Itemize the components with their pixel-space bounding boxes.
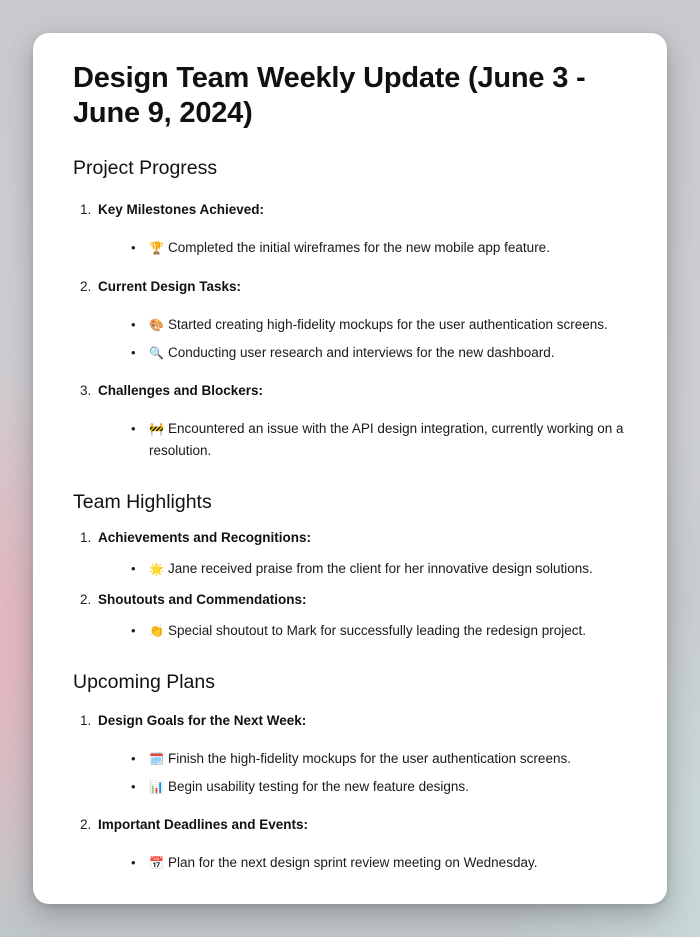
bullet-dot: • — [131, 779, 136, 794]
bullet-dot: • — [131, 345, 136, 360]
bullet-list — [98, 748, 639, 799]
bullet-text: Begin usability testing for the new feature designs. — [168, 779, 469, 794]
numbered-list — [73, 200, 639, 463]
bullet-list — [98, 620, 639, 643]
section-upcoming-plans — [73, 670, 639, 875]
bullet-item — [98, 776, 639, 799]
list-number: 2. — [80, 816, 92, 832]
list-item-label: Achievements and Recognitions: — [98, 529, 312, 545]
bullet-dot: • — [131, 750, 136, 766]
bullet-dot: • — [131, 623, 136, 638]
section-heading: Project Progress — [73, 157, 218, 179]
numbered-list — [73, 528, 639, 643]
list-number: 2. — [80, 592, 92, 607]
bullet-list — [98, 314, 639, 365]
list-item-label: Design Goals for the Next Week: — [98, 712, 307, 728]
bullet-dot: • — [131, 316, 136, 332]
list-item-label: Important Deadlines and Events: — [98, 816, 309, 832]
list-item — [73, 815, 639, 875]
bullet-dot: • — [131, 854, 136, 870]
list-item — [73, 277, 639, 365]
list-number: 1. — [80, 529, 92, 545]
bullet-dot: • — [131, 240, 136, 255]
bullet-item — [98, 418, 639, 463]
bullet-list — [98, 852, 639, 875]
calendar-icon: 📅 — [149, 855, 164, 870]
section-team-highlights — [73, 490, 639, 643]
list-item-label: Challenges and Blockers: — [98, 382, 264, 398]
bullet-item — [98, 748, 639, 771]
section-project-progress — [73, 156, 639, 463]
bar-chart-icon: 📊 — [149, 780, 164, 794]
list-item — [73, 200, 639, 260]
page-title: Design Team Weekly Update (June 3 - June 9, 2024) — [73, 62, 586, 129]
bullet-list — [98, 237, 639, 260]
magnifying-glass-icon: 🔍 — [149, 346, 164, 360]
bullet-text: Jane received praise from the client for her innovative design solutions. — [168, 560, 593, 576]
construction-icon: 🚧 — [149, 421, 164, 436]
list-number: 3. — [80, 382, 92, 398]
bullet-text: Finish the high-fidelity mockups for the user authentication screens. — [168, 750, 571, 766]
list-item-label: Current Design Tasks: — [98, 278, 242, 294]
document-card — [33, 33, 667, 904]
bullet-dot: • — [131, 560, 136, 576]
bullet-text: Encountered an issue with the API design integration, currently working on a resolution. — [149, 420, 624, 458]
bullet-item — [98, 342, 639, 365]
list-number: 1. — [80, 712, 92, 728]
bullet-text: Completed the initial wireframes for the new mobile app feature. — [168, 240, 550, 255]
list-number: 1. — [80, 202, 92, 217]
palette-icon: 🎨 — [149, 317, 164, 332]
list-item — [73, 711, 639, 799]
numbered-list — [73, 711, 639, 875]
list-item — [73, 528, 639, 581]
bullet-item — [98, 314, 639, 337]
bullet-text: Plan for the next design sprint review meeting on Wednesday. — [168, 854, 538, 870]
list-item-label: Shoutouts and Commendations: — [98, 592, 307, 607]
bullet-list — [98, 418, 639, 463]
bullet-item — [98, 620, 639, 643]
bullet-item — [98, 558, 639, 581]
section-heading: Team Highlights — [73, 490, 212, 513]
list-item-label: Key Milestones Achieved: — [98, 202, 265, 217]
list-item — [73, 590, 639, 643]
trophy-icon: 🏆 — [149, 241, 164, 255]
list-number: 2. — [80, 278, 92, 294]
clapping-hands-icon: 👏 — [149, 624, 164, 638]
bullet-dot: • — [131, 420, 136, 436]
bullet-item — [98, 852, 639, 875]
section-heading: Upcoming Plans — [73, 670, 215, 693]
bullet-text: Special shoutout to Mark for successfully leading the redesign project. — [168, 623, 586, 638]
bullet-text: Conducting user research and interviews for the new dashboard. — [168, 345, 555, 360]
glowing-star-icon: 🌟 — [149, 561, 164, 576]
list-item — [73, 381, 639, 463]
bullet-item — [98, 237, 639, 260]
spiral-calendar-icon: 🗓️ — [149, 751, 164, 766]
bullet-list — [98, 558, 639, 581]
bullet-text: Started creating high-fidelity mockups for the user authentication screens. — [168, 316, 608, 332]
